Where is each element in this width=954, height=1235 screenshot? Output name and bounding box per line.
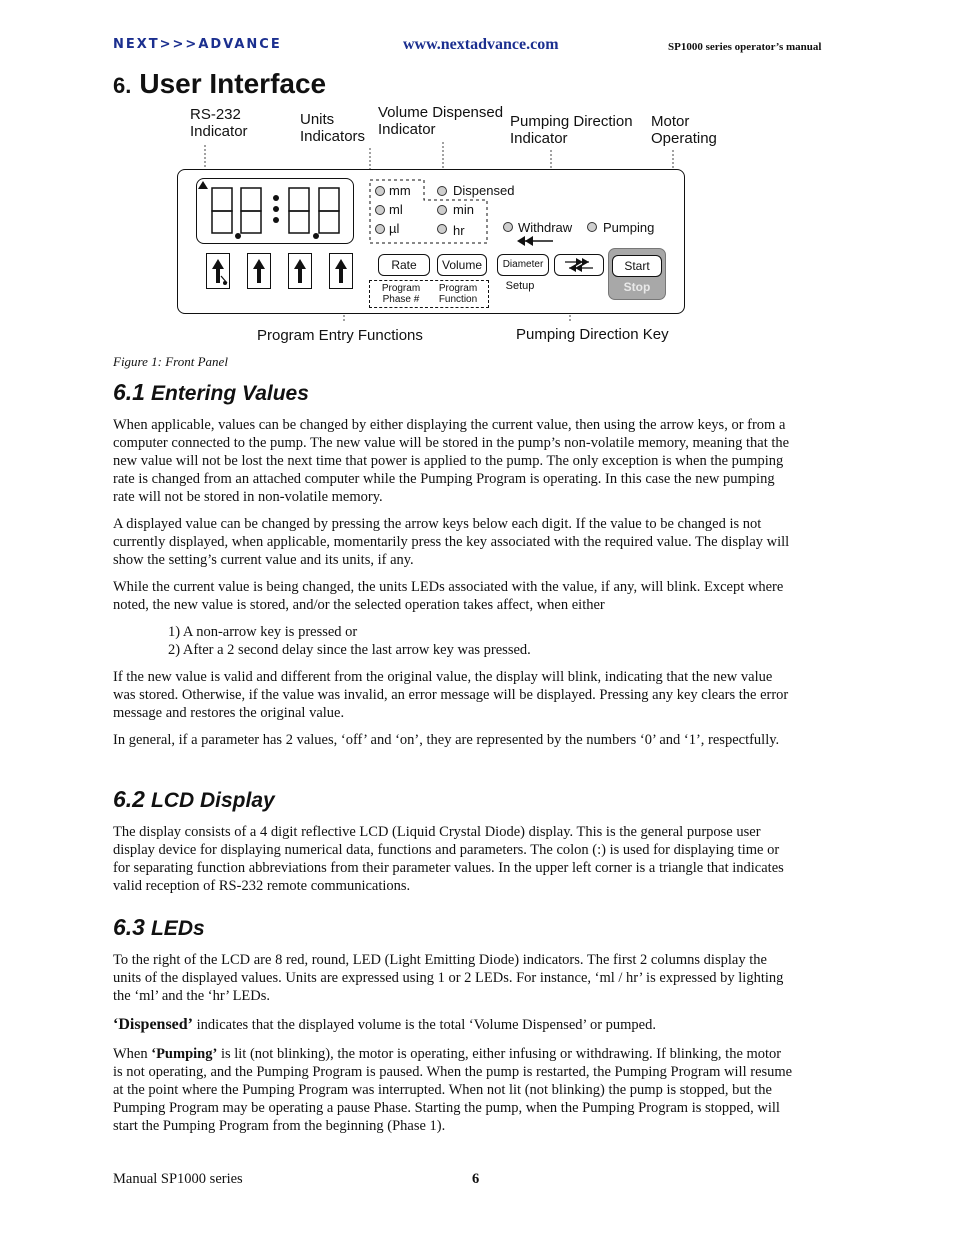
up-arrow-icon: [248, 254, 270, 288]
callout-direction-indicator: Pumping Direction Indicator: [510, 113, 633, 147]
section-number: 6.: [113, 73, 132, 98]
setup-label: Setup: [505, 280, 535, 292]
subsection-heading-6-1: 6.1 Entering Values: [113, 379, 309, 405]
led-withdraw: [503, 222, 513, 232]
figure-caption: Figure 1: Front Panel: [113, 354, 228, 369]
manual-title: SP1000 series operator’s manual: [668, 41, 822, 53]
paragraph: When applicable, values can be changed by either displaying the current value, then using the arrow keys, or from a computer connected to the pump. The new value will be stored in the pump’s non-volatile memory, meaning that the new value will not be lost the next time that power is applied to the pump. The only exception is when the pumping rate is changed from an attached computer while the Pumping Program is operating. In this case the new pumping rate will not be stored in non-volatile memory.: [113, 417, 790, 505]
brand-logo: NEXT>>>ADVANCE: [113, 37, 282, 52]
website-link[interactable]: www.nextadvance.com: [403, 36, 559, 53]
led-min: [437, 205, 447, 215]
led-mm: [375, 186, 385, 196]
section-title: User Interface: [139, 68, 327, 99]
start-key-label: Start: [612, 255, 662, 277]
footer-manual: Manual SP1000 series: [113, 1171, 243, 1187]
led-ml: [375, 205, 385, 215]
callout-volume-dispensed: Volume Dispensed Indicator: [378, 104, 504, 138]
term-pumping: ‘Pumping’: [151, 1046, 218, 1062]
led-withdraw-label: Withdraw: [518, 220, 573, 235]
paragraph: A displayed value can be changed by pressing the arrow keys below each digit. If the value to be changed is not currently displayed, when applicable, momentarily press the key associated with the required value. The display will show the setting’s current value and its units, if any.: [113, 516, 790, 568]
callout-program-entry: Program Entry Functions: [257, 327, 423, 344]
digit4-arrow-key[interactable]: [329, 253, 353, 289]
callout-motor: Motor Operating: [651, 113, 717, 147]
led-dispensed: [437, 186, 447, 196]
callout-rs232: RS-232 Indicator: [190, 106, 248, 140]
subsection-heading-6-2: 6.2 LCD Display: [113, 786, 275, 812]
stop-key-label: Stop: [623, 280, 651, 294]
paragraph-pumping: When ‘Pumping’ is lit (not blinking), the motor is operating, either infusing or withdrawing. If blinking, the motor is not operating, and the Pumping Program is paused. When the pump is restarted, the Pumping Program will resume at the point where the Pumping Program was interrupted. When not lit (not blinking) the pump is stopped, but the Pumping Program may be operating a pause Phase. Starting the pump, when the Pumping Program is stopped, will start the Pumping Program from the beginning (Phase 1).: [113, 1046, 793, 1134]
led-ml-label: ml: [389, 202, 403, 217]
paragraph-dispensed: ‘Dispensed’ indicates that the displayed volume is the total ‘Volume Dispensed’ or pumped.: [113, 1016, 656, 1033]
volume-key[interactable]: Volume: [437, 254, 487, 276]
callout-direction-key: Pumping Direction Key: [516, 326, 669, 343]
direction-key[interactable]: [554, 254, 604, 276]
paragraph: In general, if a parameter has 2 values, ‘off’ and ‘on’, they are represented by the numbers ‘0’ and ‘1’, respectfully.: [113, 732, 780, 748]
paragraph: The display consists of a 4 digit reflective LCD (Liquid Crystal Diode) display. This is the general purpose user display device for displaying numerical data, functions and parameters. The colon (:) is used for displaying time or for separating function abbreviations from their parameter values. In the upper left corner is a triangle that indicates valid reception of RS-232 remote communications.: [113, 824, 784, 894]
led-hr-label: hr: [453, 223, 465, 238]
led-pumping: [587, 222, 597, 232]
led-mm-label: mm: [389, 183, 411, 198]
paragraph: To the right of the LCD are 8 red, round, LED (Light Emitting Diode) indicators. The first 2 columns display the units of the displayed values. Units are expressed using 1 or 2 LEDs. For instance, ‘ml / hr’ is expressed by lighting the ‘ml’ and the ‘hr’ LEDs.: [113, 952, 784, 1004]
term-dispensed: ‘Dispensed’: [113, 1016, 194, 1033]
callout-units: Units Indicators: [300, 111, 366, 145]
digit3-arrow-key[interactable]: [288, 253, 312, 289]
list-item: 1) A non-arrow key is pressed or: [168, 624, 358, 640]
led-pumping-label: Pumping: [603, 220, 655, 235]
up-arrow-icon: [330, 254, 352, 288]
led-dispensed-label: Dispensed: [453, 183, 515, 198]
led-hr: [437, 224, 447, 234]
front-panel-figure: [0, 0, 954, 360]
start-stop-key[interactable]: [608, 248, 666, 300]
list-item: 2) After a 2 second delay since the last arrow key was pressed.: [168, 642, 531, 658]
up-arrow-icon: [289, 254, 311, 288]
led-ul: [375, 224, 385, 234]
paragraph: While the current value is being changed, the units LEDs associated with the value, if any, will blink. Except where noted, the new value is stored, and/or the selected operation takes affect, when either: [113, 579, 784, 613]
diameter-key[interactable]: Diameter: [497, 254, 549, 276]
digit1-arrow-key[interactable]: [206, 253, 230, 289]
up-arrow-icon: [207, 254, 229, 288]
program-phase-label: Program Phase #: [381, 283, 421, 305]
paragraph: If the new value is valid and different from the original value, the display will blink, indicating that the new value was stored. Otherwise, if the value was invalid, an error message will be displayed. Pressing any key clears the error message and restores the original value.: [113, 669, 789, 721]
withdraw-arrow-icon: [517, 235, 557, 247]
program-function-label: Program Function: [438, 283, 478, 305]
page-number: 6: [472, 1171, 480, 1187]
led-min-label: min: [453, 202, 474, 217]
direction-arrows-icon: [555, 255, 603, 275]
subsection-heading-6-3: 6.3 LEDs: [113, 914, 205, 940]
rate-key[interactable]: Rate: [378, 254, 430, 276]
led-ul-label: µl: [389, 221, 400, 236]
digit2-arrow-key[interactable]: [247, 253, 271, 289]
